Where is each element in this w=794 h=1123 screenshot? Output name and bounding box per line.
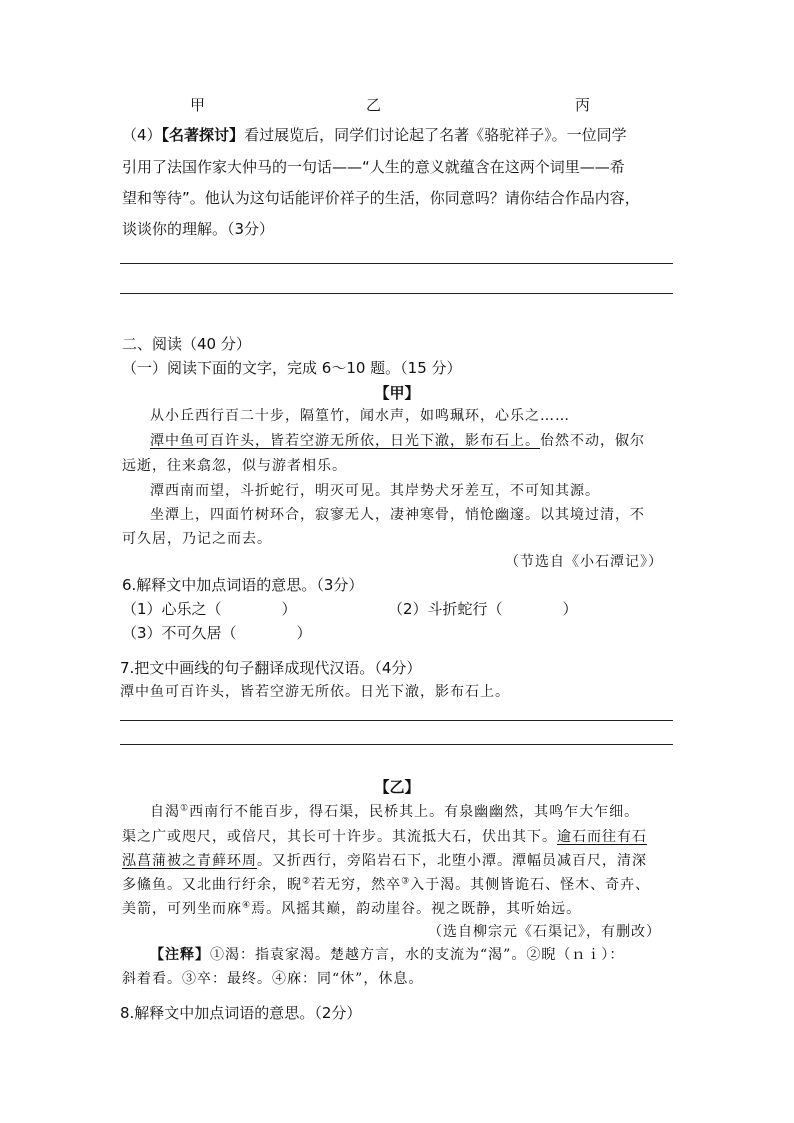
- yi-text: 。又折西行，旁陷岩石下，北堕小潭。潭幅员减百尺，清深: [257, 853, 647, 869]
- yi-text: 入于渴。其侧皆诡石、怪木、奇卉、: [410, 877, 651, 893]
- section-title: 二、阅读（40 分）: [122, 335, 251, 353]
- q4-tag: 【名著探讨】: [161, 126, 245, 144]
- q4-line-3: 望和等待”。他认为这句话能评价祥子的生活，你同意吗？请你结合作品内容，: [122, 189, 640, 207]
- jia-text: 佁然不动，俶尔: [540, 433, 645, 449]
- q8-stem: 8.解释文中加点词语的意思。（2分）: [120, 1004, 362, 1022]
- jia-paragraph-4: 坐潭上，四面竹树环合，寂寥无人，凄神寒骨，悄怆幽邃。以其境过清，不: [150, 507, 645, 523]
- answer-line: [120, 720, 673, 721]
- q6-item-3: （3）不可久居（ ）: [122, 624, 312, 642]
- yi-text: 自渴: [150, 804, 180, 820]
- jia-paragraph-4-cont: 可久居，乃记之而去。: [122, 531, 272, 547]
- yi-text: 渠之广或咫尺，或倍尺，其长可十许步。其流抵大石，伏出其下。: [122, 829, 557, 845]
- q4-text-1: 看过展览后，同学们讨论起了名著《骆驼祥子》。一位同学: [244, 126, 627, 144]
- passage-yi-heading: 【乙】: [374, 778, 420, 796]
- yi-text: 若无穷，然卒: [311, 877, 402, 893]
- footnote-mark: ④: [242, 900, 252, 911]
- label-bing: 丙: [575, 96, 591, 114]
- yi-text: 美箭，可列坐而庥: [122, 901, 242, 917]
- yi-text: 西南行不能百步，得石渠，民桥其上。有泉幽幽然，其鸣乍大乍细。: [189, 804, 640, 820]
- answer-line: [120, 293, 673, 294]
- q7-sentence: 潭中鱼可百许头，皆若空游无所依。日光下澈，影布石上。: [120, 684, 510, 700]
- yi-line-3: [122, 851, 647, 871]
- q6-item-2: （2）斗折蛇行（ ）: [388, 600, 578, 618]
- yi-line-2: [122, 827, 647, 847]
- footnote-mark: ③: [401, 876, 411, 887]
- q6-item-1: （1）心乐之（ ）: [122, 600, 297, 618]
- answer-line: [120, 744, 673, 745]
- jia-source: （节选自《小石潭记》）: [505, 554, 663, 570]
- q4-line-1: [122, 125, 627, 145]
- underlined-sentence: 泓菖蒲被之青藓环周: [122, 853, 257, 869]
- q6-stem: 6.解释文中加点词语的意思。（3分）: [122, 576, 364, 594]
- label-yi: 乙: [366, 96, 382, 114]
- yi-text: 焉。风摇其巅，韵动崖谷。视之既静，其听始远。: [251, 901, 582, 917]
- jia-paragraph-3: 潭西南而望，斗折蛇行，明灭可见。其岸势犬牙差互，不可知其源。: [150, 483, 600, 499]
- answer-line: [120, 263, 673, 264]
- jia-paragraph-1: 从小丘西行百二十步，隔篁竹，闻水声，如鸣珮环，心乐之……: [150, 408, 570, 424]
- part-instruction: （一）阅读下面的文字，完成 6～10 题。（15 分）: [122, 359, 462, 377]
- yi-line-4: [122, 875, 650, 895]
- yi-notes-line-2: 斜着看。③卒：最终。④庥：同“休”，休息。: [122, 971, 424, 987]
- q4-line-2: 引用了法国作家大仲马的一句话——“人生的意义就蕴含在这两个词里——希: [122, 158, 625, 176]
- yi-notes-line-1: [150, 945, 624, 965]
- q4-number: （4）: [122, 126, 162, 144]
- underlined-sentence: 潭中鱼可百许头，皆若空游无所依，日光下澈，影布石上。: [150, 433, 540, 449]
- notes-label: 【注释】: [150, 947, 210, 963]
- yi-line-5: [122, 899, 581, 919]
- q4-line-4: 谈谈你的理解。（3分）: [122, 220, 275, 238]
- footnote-mark: ②: [302, 876, 312, 887]
- yi-source: （选自柳宗元《石渠记》，有删改）: [428, 924, 661, 940]
- notes-text: ①渴：指袁家渴。楚越方言，水的支流为“渴”。②睨（ｎｉ）：: [210, 947, 625, 963]
- jia-paragraph-2: [150, 431, 645, 451]
- yi-text: 多鯈鱼。又北曲行纡余，睨: [122, 877, 302, 893]
- underlined-sentence: 逾石而往有石: [557, 829, 647, 845]
- passage-jia-heading: 【甲】: [374, 384, 420, 402]
- yi-line-1: [150, 802, 639, 822]
- label-jia: 甲: [190, 96, 206, 114]
- jia-paragraph-2-cont: 远逝，往来翕忽，似与游者相乐。: [122, 458, 347, 474]
- footnote-mark: ①: [180, 803, 190, 814]
- q7-stem: 7.把文中画线的句子翻译成现代汉语。（4分）: [120, 659, 422, 677]
